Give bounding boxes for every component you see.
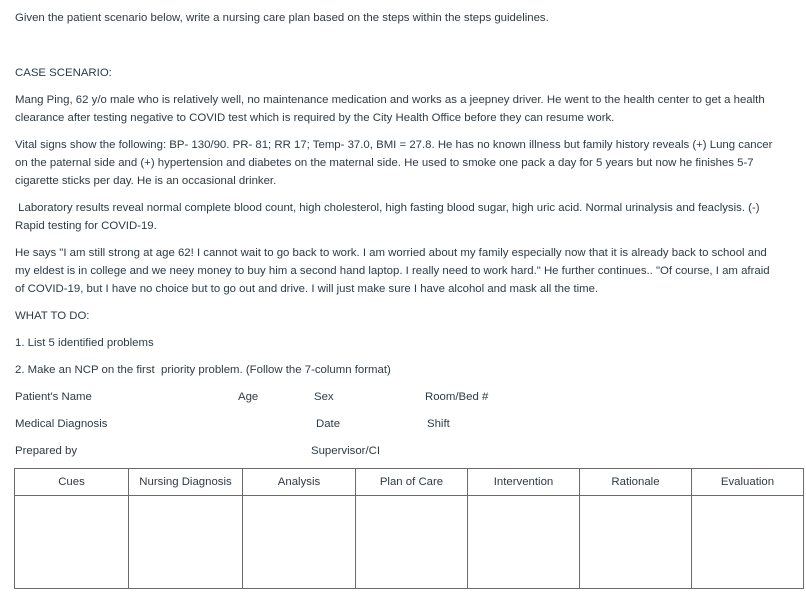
instruction-text: Given the patient scenario below, write a nursing care plan based on the steps within the steps guidelines. (15, 12, 549, 24)
case-scenario-heading: CASE SCENARIO: (15, 67, 112, 79)
what-to-do-heading: WHAT TO DO: (15, 310, 90, 322)
header-rationale: Rationale (580, 469, 692, 496)
paragraph-line: my eldest is in college and we neey money to buy him a second hand laptop. I really need to work hard." He further continues.. "Of course, I am afraid (15, 265, 770, 277)
evaluation-cell[interactable] (692, 496, 804, 589)
plan-of-care-cell[interactable] (356, 496, 468, 589)
prepared-by-label: Prepared by (15, 445, 78, 457)
date-label: Date (316, 418, 341, 430)
nursing-diagnosis-cell[interactable] (129, 496, 243, 589)
medical-diagnosis-label: Medical Diagnosis (15, 418, 108, 430)
task-item-1: 1. List 5 identified problems (15, 337, 154, 349)
table-header-row (15, 469, 804, 496)
header-cues: Cues (15, 469, 129, 496)
sex-label: Sex (314, 391, 334, 403)
ncp-table (14, 468, 804, 589)
paragraph-line: Laboratory results reveal normal complete blood count, high cholesterol, high fasting blood sugar, high uric acid. Normal urinalysis and feaclysis. (-) (15, 202, 760, 214)
paragraph-line: Mang Ping, 62 y/o male who is relatively well, no maintenance medication and works as a jeepney driver. He went to the health center to get a health (15, 94, 765, 106)
supervisor-label: Supervisor/CI (311, 445, 381, 457)
paragraph-line: clearance after testing negative to COVID test which is required by the City Health Office before they can resume work. (15, 112, 615, 124)
shift-label: Shift (427, 418, 450, 430)
header-nursing-diagnosis: Nursing Diagnosis (129, 469, 243, 496)
cues-cell[interactable] (15, 496, 129, 589)
rationale-cell[interactable] (580, 496, 692, 589)
intervention-cell[interactable] (468, 496, 580, 589)
header-plan-of-care: Plan of Care (356, 469, 468, 496)
header-analysis: Analysis (243, 469, 356, 496)
header-evaluation: Evaluation (692, 469, 804, 496)
paragraph-line: on the paternal side and (+) hypertension and diabetes on the maternal side. He used to smoke one pack a day for 5 years but now he finishes 5-7 (15, 157, 754, 169)
table-row (15, 496, 804, 589)
age-label: Age (238, 391, 259, 403)
patient-name-label: Patient's Name (15, 391, 92, 403)
header-intervention: Intervention (468, 469, 580, 496)
paragraph-line: cigarette sticks per day. He is an occasional drinker. (15, 175, 277, 187)
task-item-2: 2. Make an NCP on the first priority problem. (Follow the 7-column format) (15, 364, 391, 376)
paragraph-line: Rapid testing for COVID-19. (15, 220, 157, 232)
analysis-cell[interactable] (243, 496, 356, 589)
room-bed-label: Room/Bed # (425, 391, 489, 403)
paragraph-line: Vital signs show the following: BP- 130/90. PR- 81; RR 17; Temp- 37.0, BMI = 27.8. He has no known illness but family history reveals (+) Lung cancer (15, 139, 773, 151)
paragraph-line: He says "I am still strong at age 62! I cannot wait to go back to work. I am worried about my family especially now that it is already back to school and (15, 247, 767, 259)
paragraph-line: of COVID-19, but I have no choice but to go out and drive. I will just make sure I have alcohol and mask all the time. (15, 283, 599, 295)
